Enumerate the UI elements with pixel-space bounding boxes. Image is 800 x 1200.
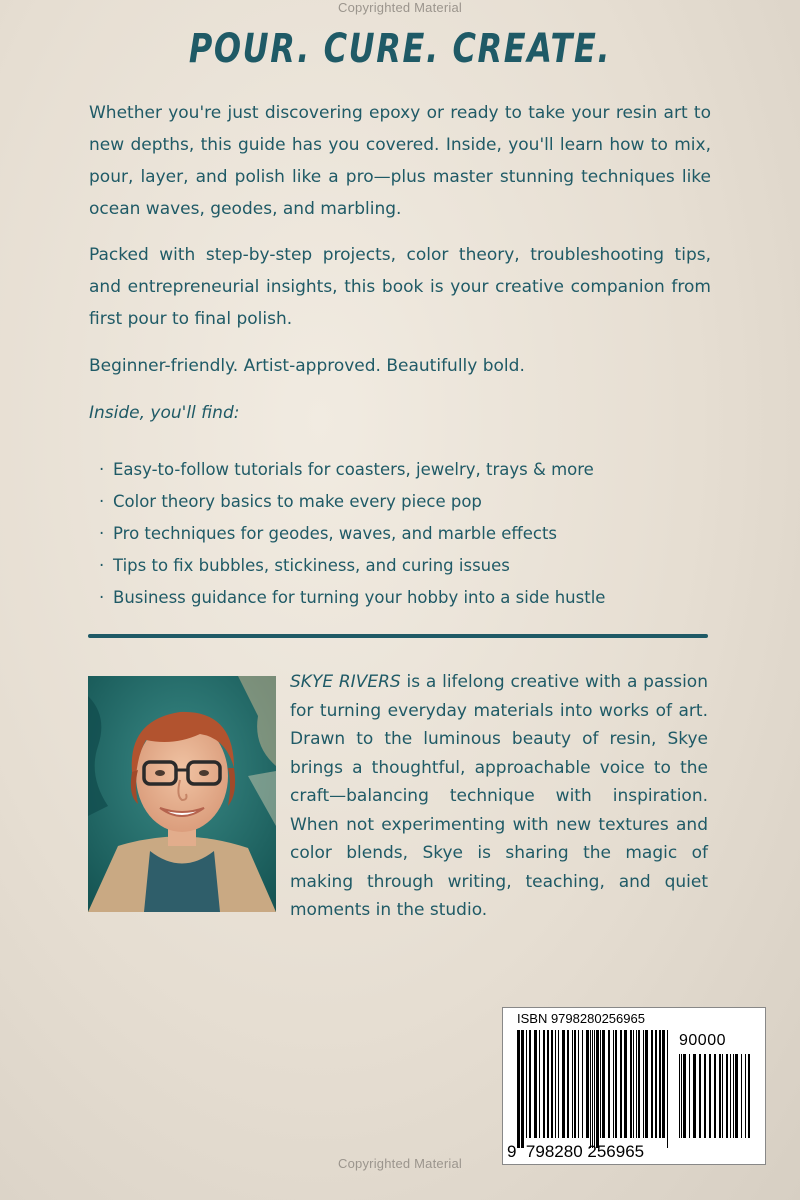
barcode-bar — [638, 1030, 640, 1138]
barcode-bar — [679, 1054, 680, 1138]
barcode-bar — [555, 1030, 556, 1138]
barcode-bar — [526, 1030, 527, 1138]
barcode-bar — [633, 1030, 634, 1138]
barcode-bar — [689, 1054, 690, 1138]
watermark-top: Copyrighted Material — [338, 0, 462, 15]
barcode-bar — [726, 1054, 728, 1138]
barcode-bar — [643, 1030, 644, 1138]
isbn-label: ISBN 9798280256965 — [517, 1011, 645, 1026]
barcode-bar — [683, 1054, 686, 1138]
price-code: 90000 — [679, 1032, 726, 1049]
blurb-paragraph-2: Packed with step-by-step projects, color theory, troubleshooting tips, and entrepreneurial insights, this book is your creative companion from first pour to final polish. — [89, 245, 711, 329]
barcode-bar — [608, 1030, 610, 1138]
bullet-icon: · — [99, 524, 105, 543]
barcode-bar — [735, 1054, 738, 1138]
bullet-icon: · — [99, 588, 105, 607]
blurb-paragraph-1: Whether you're just discovering epoxy or ready to take your resin art to new depths, this guide has you covered. Inside, you'll learn how to mix, pour, layer, and polish like a pro—plus master stunning techniques like ocean waves, geodes, and marbling. — [89, 103, 711, 219]
feature-item: · Pro techniques for geodes, waves, and marble effects — [99, 518, 719, 550]
barcode-bar — [600, 1030, 601, 1138]
barcode-bar — [655, 1030, 657, 1138]
bullet-icon: · — [99, 492, 105, 511]
barcode-bar — [596, 1030, 599, 1148]
barcode-bar — [613, 1030, 614, 1138]
author-name: SKYE RIVERS — [290, 672, 401, 692]
barcode-bar — [733, 1054, 734, 1138]
barcode-bar — [586, 1030, 589, 1138]
barcode-bar — [624, 1030, 627, 1138]
barcode-bar — [578, 1030, 579, 1138]
barcode-bar — [704, 1054, 706, 1138]
barcode-bar — [620, 1030, 622, 1138]
barcode-bar — [594, 1030, 595, 1148]
barcode-bar — [562, 1030, 565, 1138]
barcode-bar — [636, 1030, 637, 1138]
barcode-bar — [745, 1054, 746, 1138]
barcode-bar — [615, 1030, 617, 1138]
barcode-bar — [681, 1054, 682, 1138]
barcode-bar — [659, 1030, 661, 1138]
barcode-bar — [667, 1030, 668, 1148]
barcode-bar — [539, 1030, 540, 1138]
barcode-bar — [547, 1030, 549, 1138]
barcode-bar — [534, 1030, 537, 1138]
barcode-bar — [719, 1054, 721, 1138]
barcode-bar — [722, 1054, 723, 1138]
barcode-addon-bars-icon — [679, 1054, 751, 1138]
barcode-bar — [693, 1054, 696, 1138]
barcode-bar — [651, 1030, 653, 1138]
author-bio-text: is a lifelong creative with a passion for turning everyday materials into works of art. Drawn to the luminous beauty of resin, Skye brings a thoughtful, approachable voice to the craft—balancing technique with inspiration. When not experimenting with new textures and color blends, Skye is sharing the magic of making through writing, teaching, and quiet moments in the studio. — [290, 672, 708, 920]
barcode-bar — [517, 1030, 520, 1148]
barcode-bar — [592, 1030, 593, 1148]
barcode-bar — [567, 1030, 569, 1138]
barcode-bar — [582, 1030, 583, 1138]
barcode-bars-icon — [517, 1030, 669, 1148]
feature-item: · Easy-to-follow tutorials for coasters, jewelry, trays & more — [99, 454, 719, 486]
barcode-bar — [572, 1030, 573, 1138]
bullet-icon: · — [99, 556, 105, 575]
barcode-bar — [558, 1030, 559, 1138]
barcode-bar — [709, 1054, 711, 1138]
isbn-barcode — [502, 1007, 766, 1165]
feature-item: · Business guidance for turning your hobby into a side hustle — [99, 582, 719, 614]
barcode-bar — [699, 1054, 701, 1138]
cover-tagline: POUR. CURE. CREATE. — [188, 26, 612, 72]
barcode-bar — [748, 1054, 750, 1138]
author-bio — [290, 668, 708, 925]
barcode-bar — [574, 1030, 576, 1138]
blurb-paragraph-3: Beginner-friendly. Artist-approved. Beautifully bold. — [89, 356, 525, 376]
section-divider — [88, 634, 708, 638]
barcode-bar — [662, 1030, 665, 1138]
barcode-bar — [602, 1030, 605, 1138]
barcode-bar — [529, 1030, 531, 1138]
barcode-digits: 9 798280 256965 — [507, 1142, 645, 1161]
feature-item: · Color theory basics to make every piece pop — [99, 486, 719, 518]
barcode-bar — [551, 1030, 553, 1138]
barcode-bar — [645, 1030, 648, 1138]
barcode-bar — [543, 1030, 545, 1138]
barcode-bar — [741, 1054, 742, 1138]
inside-heading: Inside, you'll find: — [89, 403, 240, 423]
feature-item: · Tips to fix bubbles, stickiness, and curing issues — [99, 550, 719, 582]
barcode-bar — [730, 1054, 731, 1138]
barcode-bar — [590, 1030, 591, 1148]
watermark-bottom: Copyrighted Material — [338, 1156, 462, 1171]
barcode-bar — [630, 1030, 632, 1138]
barcode-bar — [521, 1030, 524, 1148]
author-photo — [88, 676, 276, 912]
bullet-icon: · — [99, 460, 105, 479]
feature-list — [99, 454, 719, 614]
barcode-bar — [714, 1054, 716, 1138]
